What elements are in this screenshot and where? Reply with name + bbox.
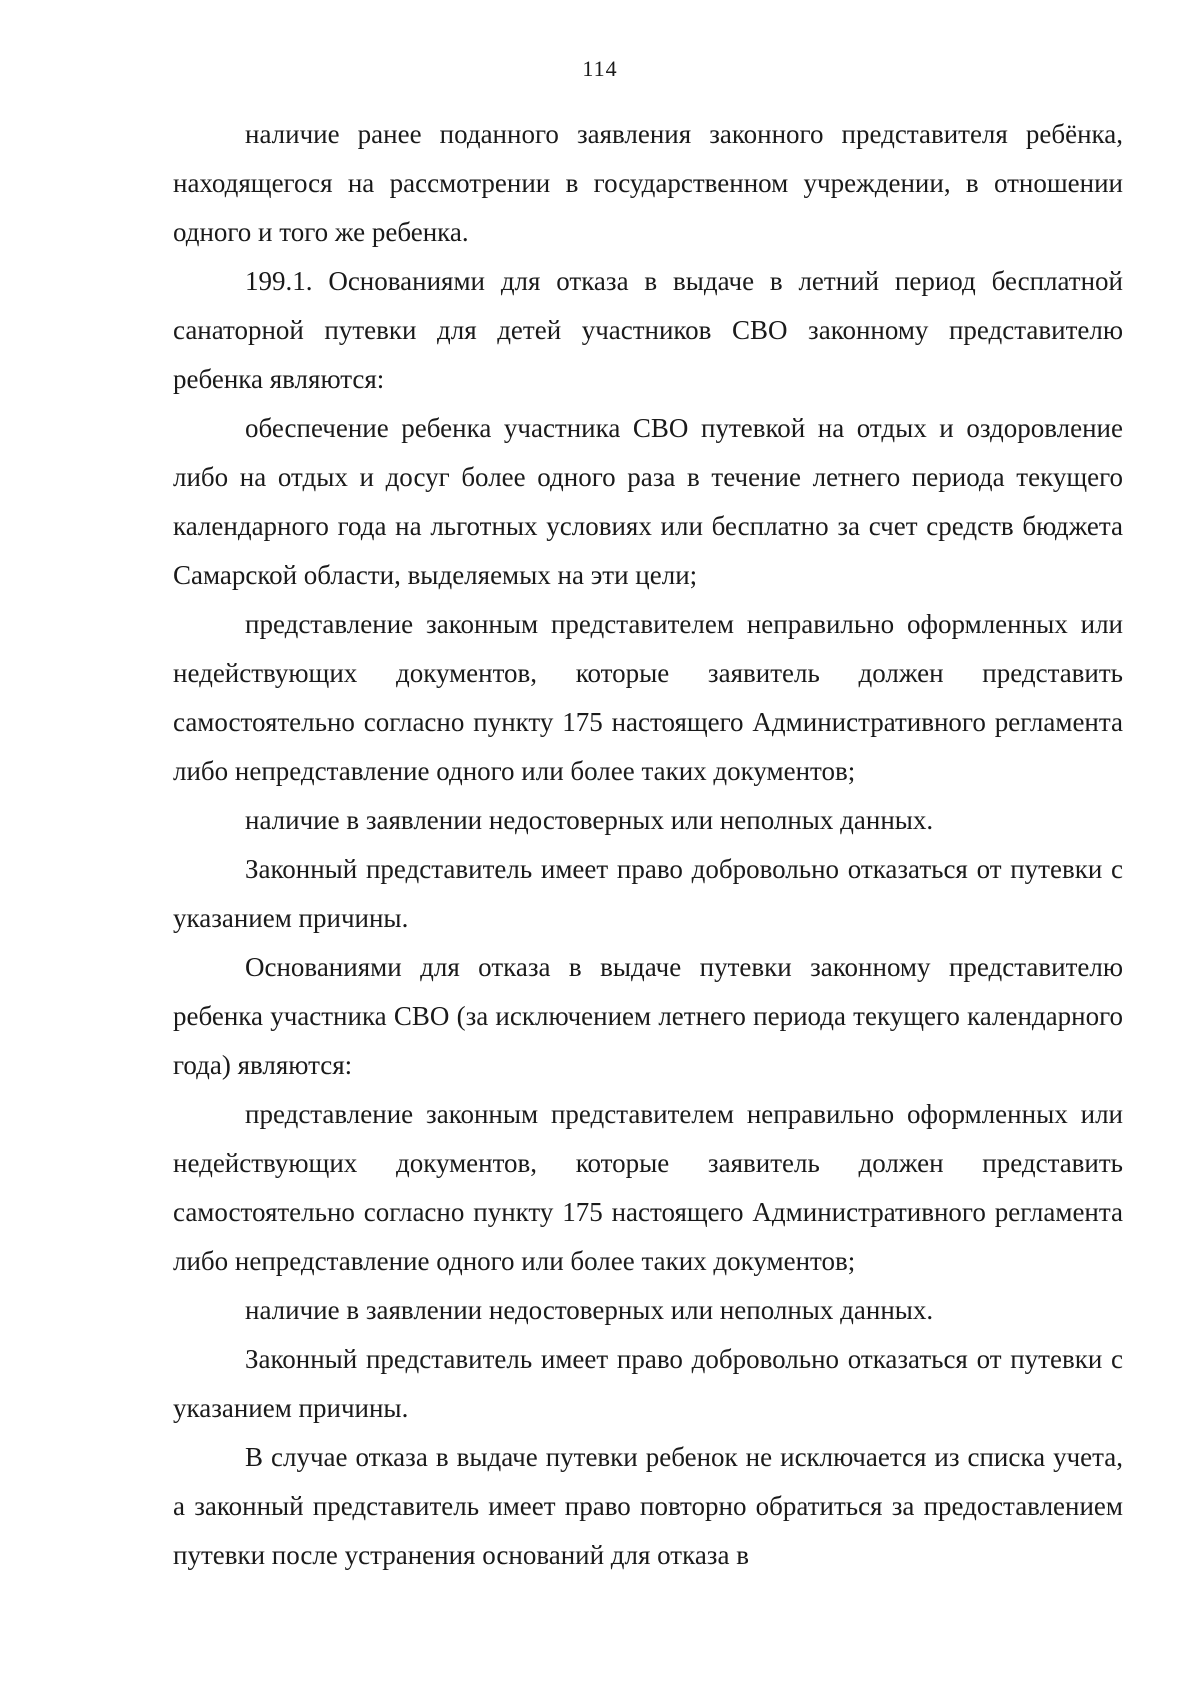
page-number: 114 xyxy=(582,56,618,81)
paragraph: наличие в заявлении недостоверных или неполных данных. xyxy=(245,805,934,835)
paragraph: наличие в заявлении недостоверных или неполных данных. xyxy=(245,1295,934,1325)
paragraph: обеспечение ребенка участника СВО путевкой на отдых и оздоровление либо на отдых и досуг более одного раза в течение летнего периода текущего календарного года на льготных условиях или бесплатно за счет средств бюджета Самарской области, выделяемых на эти цели; xyxy=(173,413,1123,590)
document-body xyxy=(173,110,1123,1580)
paragraph: Законный представитель имеет право добровольно отказаться от путевки с указанием причины. xyxy=(173,854,1123,933)
paragraph: представление законным представителем неправильно оформленных или недействующих документов, которые заявитель должен представить самостоятельно согласно пункту 175 настоящего Административного регламента либо непредставление одного или более таких документов; xyxy=(173,609,1123,786)
paragraph: В случае отказа в выдаче путевки ребенок не исключается из списка учета, а законный представитель имеет право повторно обратиться за предоставлением путевки после устранения оснований для отказа в xyxy=(173,1442,1123,1570)
paragraph: Законный представитель имеет право добровольно отказаться от путевки с указанием причины. xyxy=(173,1344,1123,1423)
paragraph: наличие ранее поданного заявления законного представителя ребёнка, находящегося на рассмотрении в государственном учреждении, в отношении одного и того же ребенка. xyxy=(173,119,1123,247)
paragraph: 199.1. Основаниями для отказа в выдаче в летний период бесплатной санаторной путевки для детей участников СВО законному представителю ребенка являются: xyxy=(173,266,1123,394)
paragraph: Основаниями для отказа в выдаче путевки законному представителю ребенка участника СВО (за исключением летнего периода текущего календарного года) являются: xyxy=(173,952,1123,1080)
paragraph: представление законным представителем неправильно оформленных или недействующих документов, которые заявитель должен представить самостоятельно согласно пункту 175 настоящего Административного регламента либо непредставление одного или более таких документов; xyxy=(173,1099,1123,1276)
